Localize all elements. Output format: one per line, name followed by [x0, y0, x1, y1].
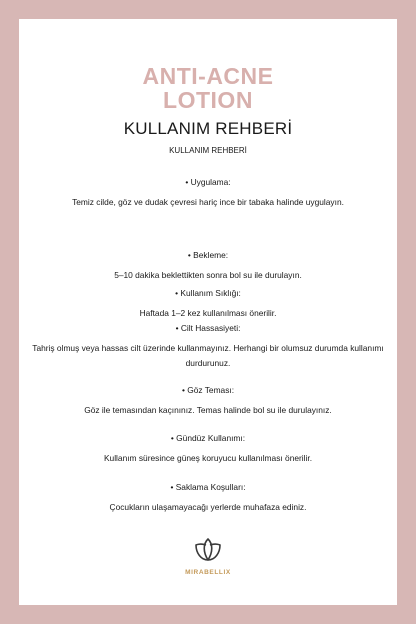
lotus-icon: [192, 535, 224, 567]
section-body: Göz ile temasından kaçınınız. Temas halinde bol su ile durulayınız.: [84, 404, 332, 415]
section-body: Çocukların ulaşamayacağı yerlerde muhafaza ediniz.: [109, 501, 307, 512]
section-body: Kullanım süresince güneş koruyucu kullanılması önerilir.: [103, 452, 313, 463]
product-title-line1: ANTI-ACNE: [142, 63, 274, 89]
section-frequency: [29, 286, 387, 321]
section-body: Temiz cilde, göz ve dudak çevresi hariç ince bir tabaka halinde uygulayın.: [72, 196, 344, 207]
section-body: Haftada 1–2 kez kullanılması önerilir.: [139, 307, 277, 318]
brand-name: MIRABELLIX: [185, 569, 231, 576]
section-daytime-use: [29, 431, 387, 466]
product-title-line2: LOTION: [163, 87, 253, 113]
section-storage: [29, 480, 387, 515]
section-head: • Göz Teması:: [181, 385, 235, 395]
section-head: • Kullanım Sıklığı:: [175, 288, 241, 298]
section-head: • Saklama Koşulları:: [170, 482, 246, 492]
section-head: • Bekleme:: [187, 250, 229, 260]
section-body: 5–10 dakika beklettikten sonra bol su ile durulayın.: [114, 269, 302, 280]
section-head: • Gündüz Kullanımı:: [170, 433, 246, 443]
section-head: • Uygulama:: [185, 177, 231, 187]
section-application: [29, 175, 387, 210]
section-waiting: [29, 248, 387, 283]
section-eye-contact: [29, 383, 387, 418]
section-head: • Cilt Hassasiyeti:: [175, 323, 241, 333]
section-body: Tahriş olmuş veya hassas cilt üzerinde kullanmayınız. Herhangi bir olumsuz durumda kullanımı durdurunuz.: [32, 342, 384, 368]
instruction-card: [19, 19, 397, 605]
usage-guide-subheading: KULLANIM REHBERİ: [169, 146, 247, 155]
usage-guide-heading: KULLANIM REHBERİ: [123, 119, 293, 138]
brand-logo: [178, 535, 238, 595]
section-sensitivity: [29, 321, 387, 372]
